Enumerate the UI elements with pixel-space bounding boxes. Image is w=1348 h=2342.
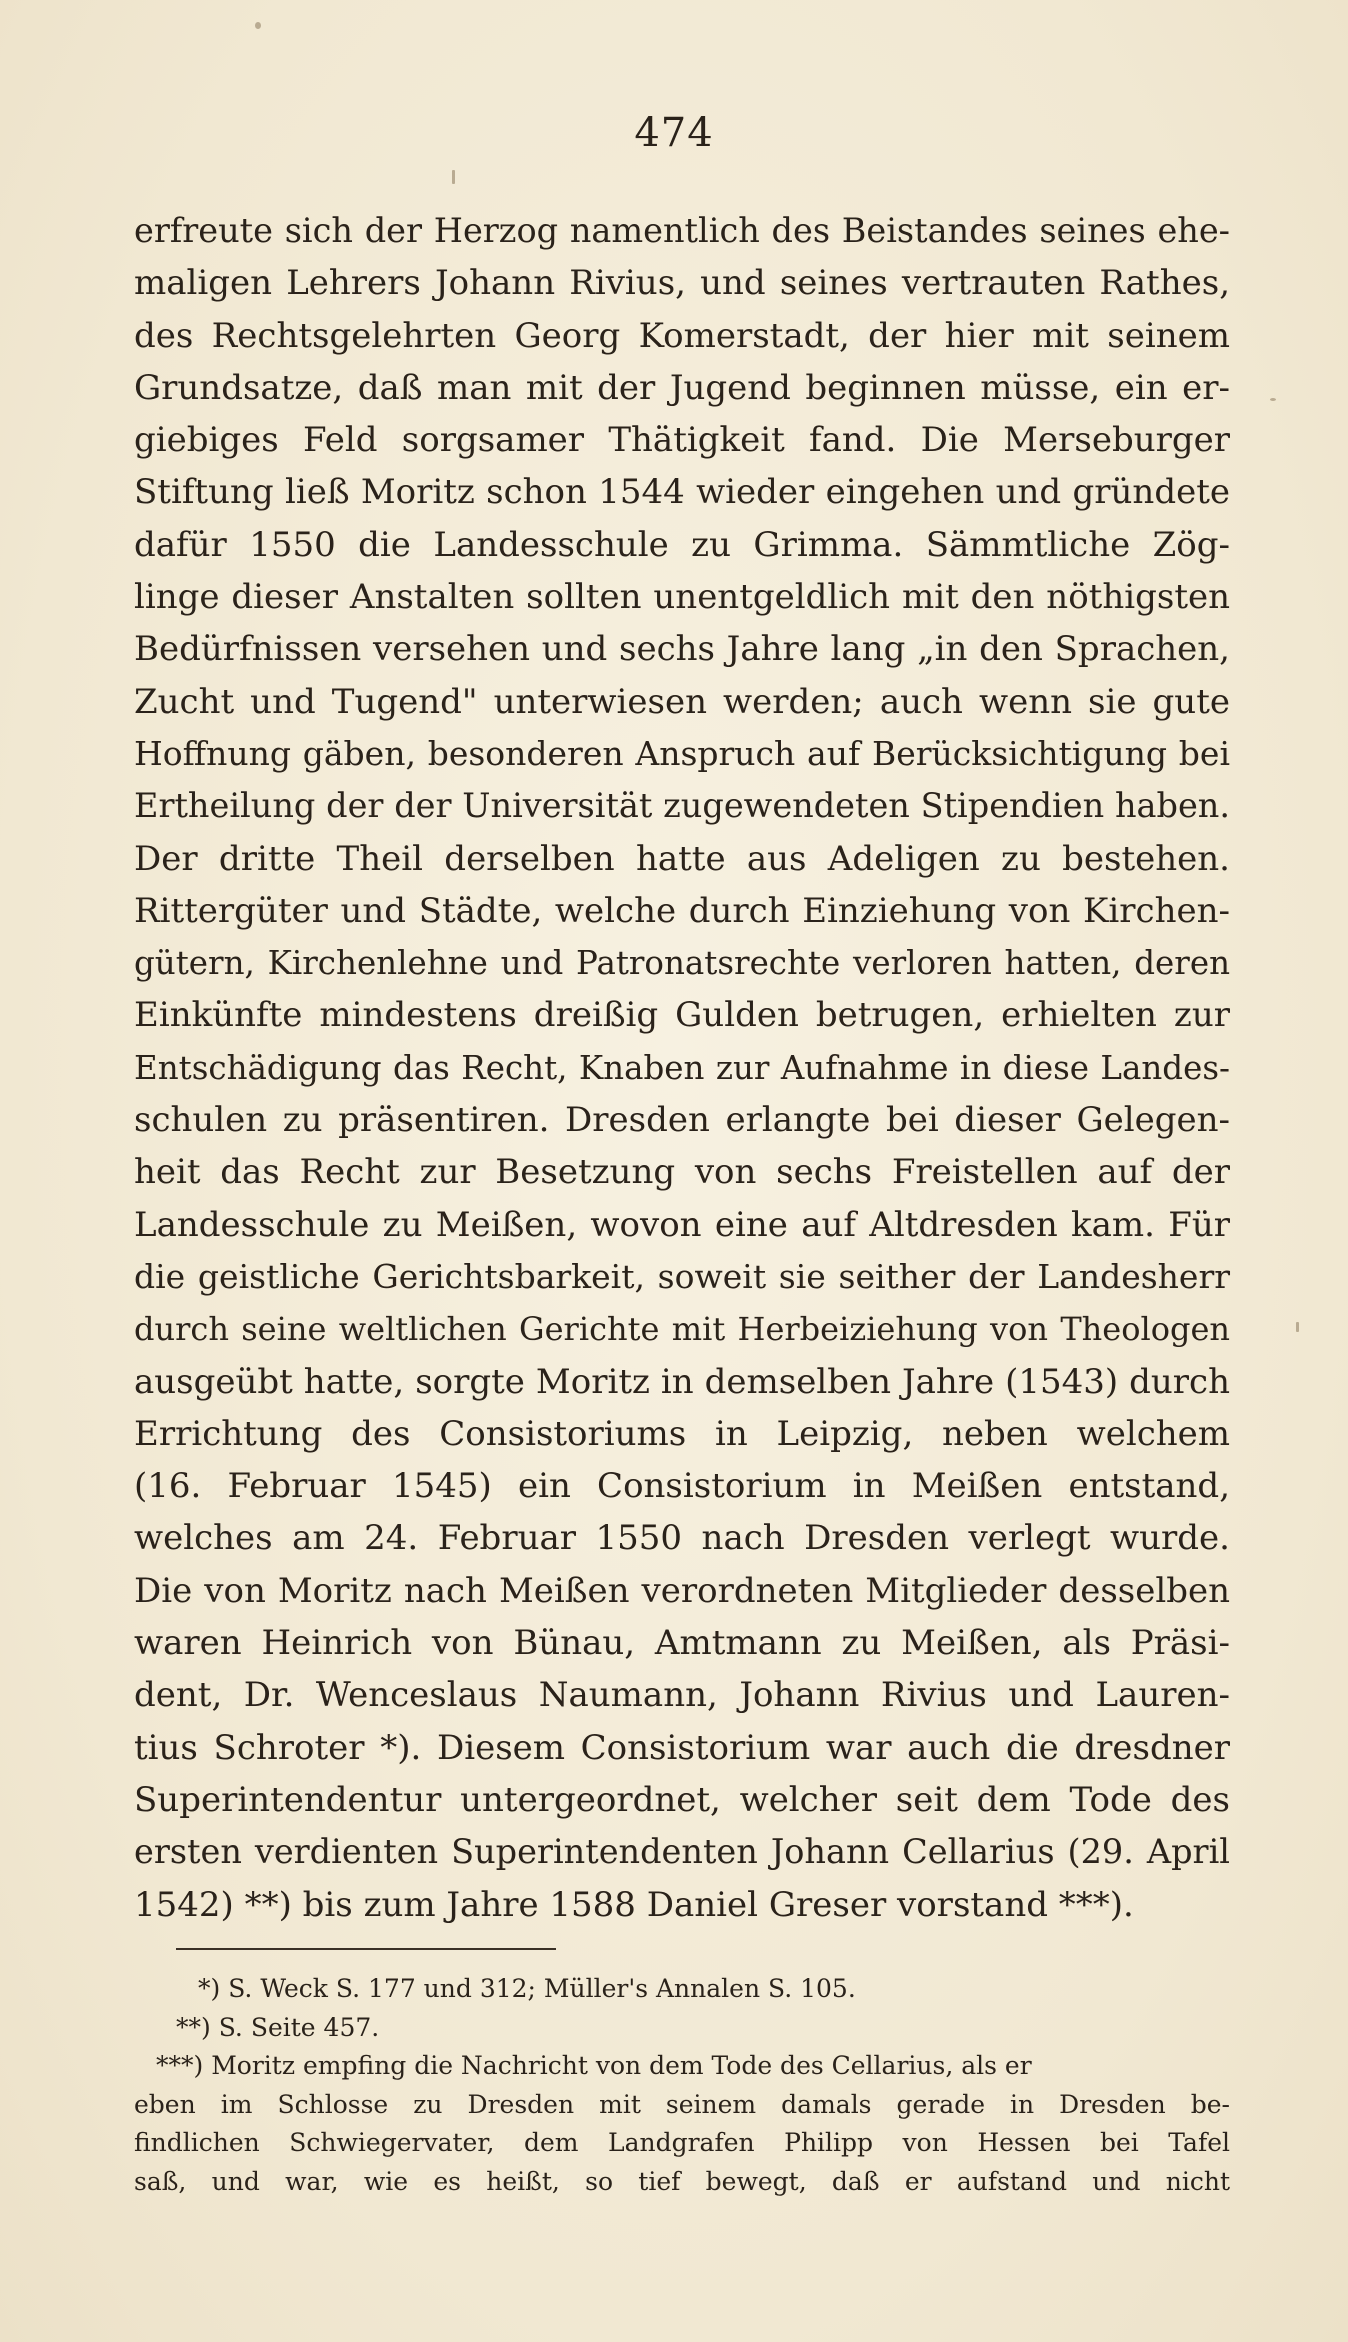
text-line: Grundsatze, daß man mit der Jugend beginnen müsse, ein er- bbox=[134, 367, 1230, 408]
text-line: linge dieser Anstalten sollten unentgeldlich mit den nöthigsten bbox=[134, 577, 1230, 618]
paper-speck bbox=[1270, 398, 1276, 401]
text-line: tius Schroter *). Diesem Consistorium war auch die dresdner bbox=[134, 1727, 1230, 1768]
footnotes bbox=[134, 1970, 1230, 2201]
page-number: 474 bbox=[634, 110, 714, 156]
text-line: 1542) **) bis zum Jahre 1588 Daniel Greser vorstand ***). bbox=[134, 1884, 1134, 1925]
text-line: welches am 24. Februar 1550 nach Dresden verlegt wurde. bbox=[134, 1518, 1230, 1559]
text-line: Zucht und Tugend" unterwiesen werden; auch wenn sie gute bbox=[134, 681, 1230, 722]
paper-speck bbox=[452, 170, 455, 184]
paper-speck bbox=[255, 22, 261, 29]
footnote-line: saß, und war, wie es heißt, so tief bewegt, daß er aufstand und nicht bbox=[134, 2166, 1230, 2196]
footnote-line: **) S. Seite 457. bbox=[176, 2012, 380, 2042]
text-line: Errichtung des Consistoriums in Leipzig, neben welchem bbox=[134, 1413, 1230, 1454]
text-line: dafür 1550 die Landesschule zu Grimma. Sämmtliche Zög- bbox=[134, 524, 1230, 565]
footnote-line: *) S. Weck S. 177 und 312; Müller's Annalen S. 105. bbox=[198, 1974, 856, 2003]
paper-speck bbox=[1296, 1322, 1299, 1332]
text-line: waren Heinrich von Bünau, Amtmann zu Meißen, als Präsi- bbox=[134, 1623, 1230, 1664]
text-line: gütern, Kirchenlehne und Patronatsrechte verloren hatten, deren bbox=[134, 944, 1230, 983]
text-line: des Rechtsgelehrten Georg Komerstadt, der hier mit seinem bbox=[134, 315, 1230, 356]
footnote-rule bbox=[176, 1948, 556, 1950]
text-line: Landesschule zu Meißen, wovon eine auf Altdresden kam. Für bbox=[134, 1204, 1230, 1245]
text-line: Superintendentur untergeordnet, welcher seit dem Tode des bbox=[134, 1779, 1230, 1820]
text-line: Der dritte Theil derselben hatte aus Adeligen zu bestehen. bbox=[134, 838, 1230, 879]
text-line: Bedürfnissen versehen und sechs Jahre lang „in den Sprachen, bbox=[134, 629, 1230, 670]
text-line: die geistliche Gerichtsbarkeit, soweit sie seither der Landesherr bbox=[134, 1256, 1230, 1296]
footnote-line: eben im Schlosse zu Dresden mit seinem damals gerade in Dresden be- bbox=[134, 2089, 1230, 2119]
text-line: ersten verdienten Superintendenten Johann Cellarius (29. April bbox=[134, 1832, 1230, 1872]
text-line: erfreute sich der Herzog namentlich des Beistandes seines ehe- bbox=[134, 211, 1230, 250]
text-line: Einkünfte mindestens dreißig Gulden betrugen, erhielten zur bbox=[134, 995, 1230, 1036]
text-line: giebiges Feld sorgsamer Thätigkeit fand. Die Merseburger bbox=[134, 420, 1230, 461]
text-line: Die von Moritz nach Meißen verordneten Mitglieder desselben bbox=[134, 1570, 1230, 1611]
text-line: Hoffnung gäben, besonderen Anspruch auf Berücksichtigung bei bbox=[134, 733, 1230, 773]
text-line: Entschädigung das Recht, Knaben zur Aufnahme in diese Landes- bbox=[134, 1048, 1230, 1087]
text-line: schulen zu präsentiren. Dresden erlangte bei dieser Gelegen- bbox=[134, 1100, 1230, 1141]
text-line: dent, Dr. Wenceslaus Naumann, Johann Rivius und Lauren- bbox=[134, 1675, 1230, 1716]
text-line: durch seine weltlichen Gerichte mit Herbeiziehung von Theologen bbox=[134, 1310, 1230, 1349]
text-line: ausgeübt hatte, sorgte Moritz in demselben Jahre (1543) durch bbox=[134, 1361, 1230, 1402]
body-text bbox=[134, 205, 1230, 1931]
text-line: Ertheilung der der Universität zugewendeten Stipendien haben. bbox=[134, 786, 1230, 826]
text-line: Stiftung ließ Moritz schon 1544 wieder eingehen und gründete bbox=[134, 472, 1230, 513]
text-line: heit das Recht zur Besetzung von sechs Freistellen auf der bbox=[134, 1152, 1230, 1193]
text-line: maligen Lehrers Johann Rivius, und seines vertrauten Rathes, bbox=[134, 263, 1230, 304]
footnote-line: ***) Moritz empfing die Nachricht von dem Tode des Cellarius, als er bbox=[156, 2051, 1032, 2080]
text-line: (16. Februar 1545) ein Consistorium in Meißen entstand, bbox=[134, 1466, 1230, 1507]
footnote-line: findlichen Schwiegervater, dem Landgrafen Philipp von Hessen bei Tafel bbox=[134, 2128, 1230, 2157]
text-line: Rittergüter und Städte, welche durch Einziehung von Kirchen- bbox=[134, 890, 1230, 931]
